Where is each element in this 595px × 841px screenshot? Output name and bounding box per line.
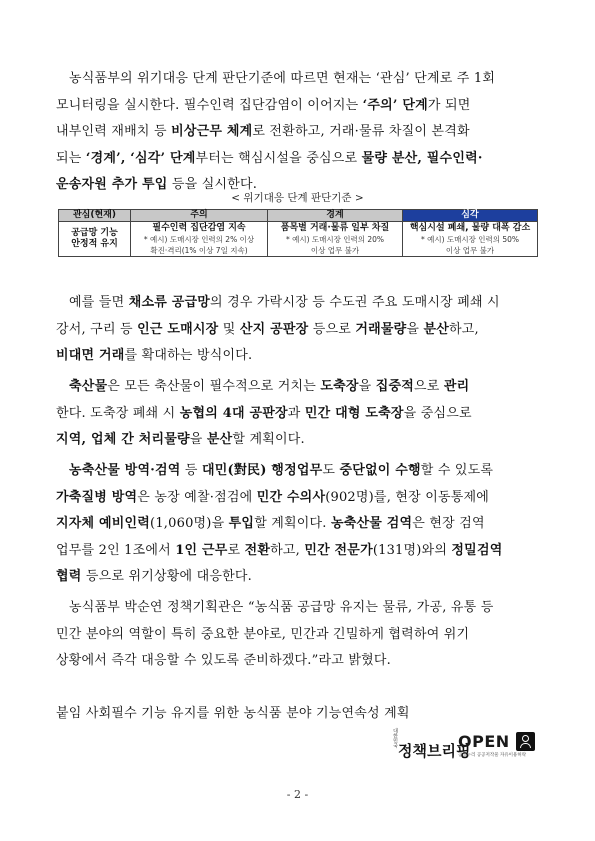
bold-text: 농축산물 검역	[330, 516, 413, 531]
table-caption: < 위기대응 단계 판단기준 >	[231, 192, 364, 204]
bold-text: 채소류 공급망	[128, 295, 210, 310]
bold-text: 분산	[206, 432, 233, 447]
open-logo-text: OPEN	[458, 732, 510, 751]
header-caution: 주의	[131, 210, 268, 222]
page-number: - 2 -	[286, 788, 309, 801]
text-line	[56, 622, 542, 649]
bold-text: 물량 분산, 필수인력·	[361, 150, 483, 166]
text: 을	[406, 321, 424, 337]
text-line	[56, 564, 542, 591]
text: 할 수 있도록	[420, 463, 494, 478]
text-line	[56, 538, 542, 565]
bold-text: 협력	[56, 569, 82, 584]
bold-text: 1인 근무	[175, 542, 228, 558]
text-line	[56, 595, 542, 622]
text: (902명)를, 현장 이동통제에	[325, 489, 489, 505]
text: 한다. 도축장 폐쇄 시	[56, 405, 180, 421]
text: 되는	[56, 150, 86, 166]
bold-text: 도축장	[320, 379, 359, 394]
text: 를 확대하는 방식이다.	[124, 348, 253, 363]
text: 모니터링을 실시한다. 필수인력 집단감염이 이어지는	[56, 97, 363, 113]
bold-text: 민간 대형 도축장	[304, 405, 404, 421]
text: 의 경우 가락시장 등 수도권 주요 도매시장 폐쇄 시	[209, 295, 500, 310]
text: 하고,	[449, 321, 479, 337]
text: 을	[189, 432, 207, 447]
text: 을 중심으로	[403, 405, 472, 421]
text-line	[56, 511, 542, 538]
bold-text: 정밀검역	[451, 542, 503, 558]
text: 예를 들면	[69, 295, 129, 310]
text: 등을 실시한다.	[167, 177, 258, 192]
text: 등	[180, 463, 202, 478]
bold-text: 분산	[423, 321, 449, 337]
paragraph-crisis-stages	[56, 66, 542, 199]
text: 로 전환하고, 거래·물류 차질이 본격화	[252, 124, 470, 139]
crisis-stage-table	[58, 209, 538, 257]
attachment-note: 붙임 사회필수 기능 유지를 위한 농식품 분야 기능연속성 계획	[56, 706, 410, 721]
text: 할 계획이다.	[254, 516, 331, 531]
table-row	[59, 222, 538, 257]
text-line	[56, 317, 542, 344]
text: 은 현장 검역	[412, 516, 485, 531]
bold-text: ‘주의’ 단계	[362, 97, 428, 113]
text: 으로	[413, 379, 444, 394]
paragraph-vegetables	[56, 290, 542, 370]
bold-text: 집중적	[375, 379, 414, 394]
bold-text: 지자체 예비인력	[56, 516, 151, 531]
bold-text: 지역, 업체 간 처리물량	[56, 432, 190, 447]
bold-text: 민간 전문가	[304, 542, 373, 558]
bold-text: 농협의 4대 공판장	[179, 405, 288, 421]
text: 업무를 2인 1조에서	[56, 542, 176, 558]
bold-text: 가축질병 방역	[56, 489, 138, 505]
briefing-logo-text: 정책브리핑	[398, 742, 471, 760]
text: 은 농장 예찰·점검에	[137, 489, 257, 505]
bold-text: 관리	[443, 379, 470, 394]
row-head-cell: 공급망 기능 안정적 유지	[59, 222, 131, 257]
text-line	[56, 343, 542, 370]
bold-text: 거래물량	[355, 321, 407, 337]
table-header-row	[59, 210, 538, 222]
text: 민간 분야의 역할이 특히 중요한 분야로, 민간과 긴밀하게 협력하여 위기	[56, 626, 470, 642]
text-line	[56, 458, 542, 485]
attribution-icon	[516, 732, 535, 751]
bold-text: 민간 수의사	[256, 489, 326, 505]
bold-text: 대민(對民) 행정업무	[201, 463, 323, 478]
paragraph-livestock	[56, 374, 542, 454]
header-interest: 관심(현재)	[59, 210, 131, 222]
bold-text: 전환	[244, 542, 271, 558]
bold-text: ‘경계’, ‘심각’ 단계	[85, 150, 196, 166]
text-line	[56, 290, 542, 317]
text: 은 모든 축산물이 필수적으로 거치는	[107, 379, 321, 394]
text: 및	[218, 321, 240, 337]
text: 가 되면	[427, 97, 471, 113]
text-line	[56, 93, 542, 120]
bold-text: 산지 공판장	[239, 321, 309, 337]
text-line	[56, 401, 542, 428]
cell-alert: 품목별 거래·물류 일부 차질 * 예시) 도매시장 인력의 20% 이상 업무 불가	[268, 222, 403, 257]
bold-text: 투입	[228, 516, 255, 531]
policy-briefing-logo	[390, 728, 471, 764]
text: 상황에서 즉각 대응할 수 있도록 준비하겠다.”라고 밝혔다.	[56, 653, 391, 668]
text: 부터는 핵심시설을 중심으로	[195, 150, 362, 166]
text: 과	[287, 405, 305, 421]
text: 등으로	[308, 321, 356, 337]
bold-text: 인근 도매시장	[137, 321, 219, 337]
cell-caution: 필수인력 집단감염 지속 * 예시) 도매시장 인력의 2% 이상 확진·격리(1% 이상 7일 지속)	[131, 222, 268, 257]
text: (1,060명)을	[150, 516, 229, 531]
open-license-logo	[458, 732, 536, 758]
text: 을	[358, 379, 376, 394]
text: 등으로 위기상황에 대응한다.	[81, 569, 252, 584]
bold-text: 중단없이 수행	[339, 463, 421, 478]
text-line	[56, 427, 542, 454]
text-line	[56, 146, 542, 173]
open-logo-tagline: 공공누리 공공저작물 자유이용허락	[458, 753, 527, 758]
text-line	[56, 66, 542, 93]
text: 할 계획이다.	[232, 432, 305, 447]
cell-serious: 핵심시설 폐쇄, 물량 대폭 감소 * 예시) 도매시장 인력의 50% 이상 업무 불가	[403, 222, 538, 257]
text: 내부인력 재배치 등	[56, 124, 172, 139]
bold-text: 운송자원 추가 투입	[56, 177, 168, 192]
bold-text: 농축산물 방역·검역	[69, 463, 181, 478]
briefing-logo-small-text: 대한민국	[392, 728, 398, 748]
text: (131명)와의	[372, 542, 452, 558]
paragraph-quote	[56, 595, 542, 675]
header-alert: 경계	[268, 210, 403, 222]
text-line	[56, 648, 542, 675]
text-line	[56, 485, 542, 512]
paragraph-quarantine	[56, 458, 542, 591]
text-line	[56, 119, 542, 146]
text: 농식품부의 위기대응 단계 판단기준에 따르면 현재는 ‘관심’ 단계로 주 1회	[69, 71, 496, 86]
text: 농식품부 박순연 정책기획관은 “농식품 공급망 유지는 물류, 가공, 유통 등	[69, 600, 494, 615]
text: 강서, 구리 등	[56, 321, 138, 337]
bold-text: 비상근무 체계	[171, 124, 253, 139]
text-line	[56, 374, 542, 401]
text: 하고,	[270, 542, 305, 558]
text: 로	[227, 542, 245, 558]
bold-text: 축산물	[69, 379, 108, 394]
bold-text: 비대면 거래	[56, 348, 125, 363]
text: 도	[322, 463, 340, 478]
header-serious: 심각	[403, 210, 538, 222]
